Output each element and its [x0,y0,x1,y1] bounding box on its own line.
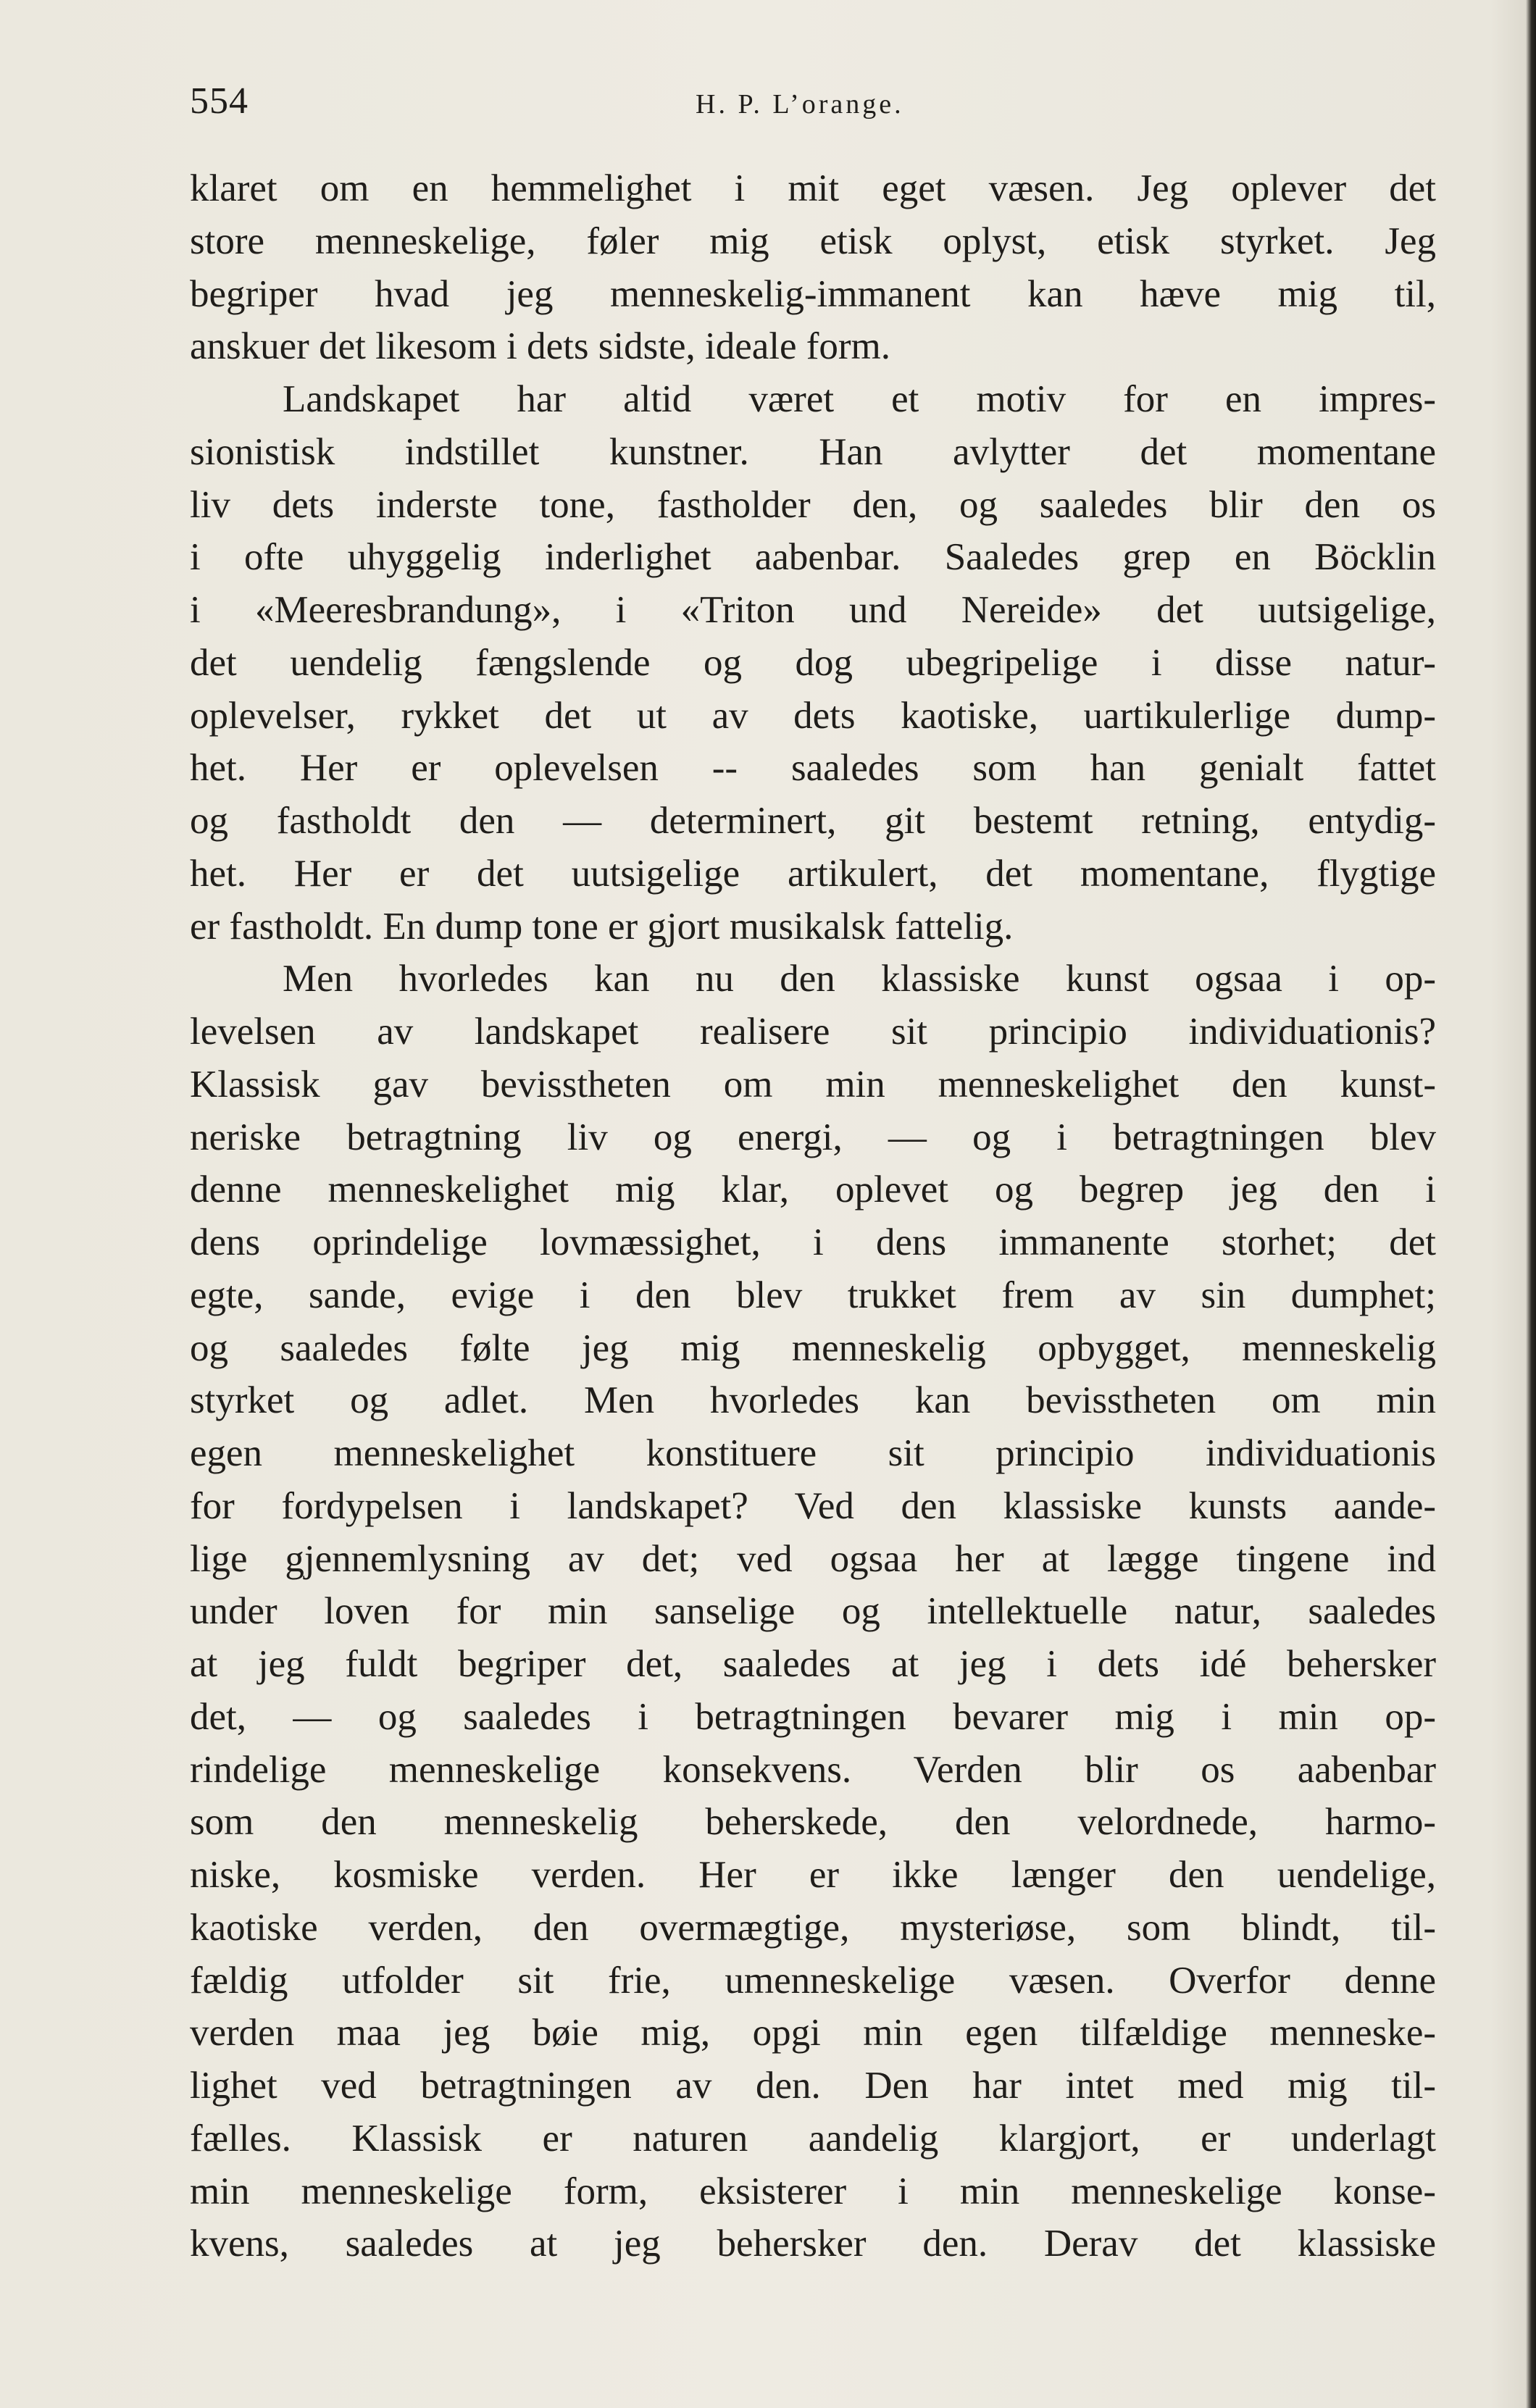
text-line: styrket og adlet. Men hvorledes kan bevisstheten om min [190,1379,1436,1422]
text-line: det, — og saaledes i betragtningen bevarer mig i min op- [190,1695,1436,1738]
text-line: fælles. Klassisk er naturen aandelig klargjort, er underlagt [190,2117,1436,2160]
text-line: store menneskelige, føler mig etisk oplyst, etisk styrket. Jeg [190,220,1436,262]
text-line: klaret om en hemmelighet i mit eget væsen. Jeg oplever det [190,167,1436,209]
running-head: H. P. L’orange. [696,89,904,120]
text-line: fældig utfolder sit frie, umenneskelige væsen. Overfor denne [190,1959,1436,2002]
text-line: anskuer det likesom i dets sidste, ideale form. [190,325,891,368]
text-line: i ofte uhyggelig inderlighet aabenbar. Saaledes grep en Böcklin [190,536,1436,579]
text-line: min menneskelige form, eksisterer i min menneskelige konse- [190,2170,1436,2212]
text-line: dens oprindelige lovmæssighet, i dens immanente storhet; det [190,1221,1436,1263]
text-line: levelsen av landskapet realisere sit principio individuationis? [190,1011,1436,1053]
text-line: lighet ved betragtningen av den. Den har intet med mig til- [190,2065,1436,2107]
text-line: under loven for min sanselige og intellektuelle natur, saaledes [190,1590,1436,1633]
text-line: at jeg fuldt begriper det, saaledes at jeg i dets idé behersker [190,1643,1436,1685]
text-line: som den menneskelig beherskede, den velordnede, harmo- [190,1801,1436,1844]
text-line: det uendelig fængslende og dog ubegripelige i disse natur- [190,641,1436,684]
text-line: Klassisk gav bevisstheten om min menneskelighet den kunst- [190,1063,1436,1105]
text-line: denne menneskelighet mig klar, oplevet og begrep jeg den i [190,1169,1436,1211]
text-line: egte, sande, evige i den blev trukket frem av sin dumphet; [190,1274,1436,1316]
text-line: het. Her er oplevelsen -- saaledes som han genialt fattet [190,747,1436,790]
text-line: for fordypelsen i landskapet? Ved den klassiske kunsts aande- [190,1484,1436,1527]
text-line: rindelige menneskelige konsekvens. Verden blir os aabenbar [190,1748,1436,1791]
text-line: begriper hvad jeg menneskelig-immanent kan hæve mig til, [190,272,1436,315]
text-line: niske, kosmiske verden. Her er ikke længer den uendelige, [190,1854,1436,1896]
text-line: i «Meeresbrandung», i «Triton und Nereide» det uutsigelige, [190,589,1436,631]
text-line: Men hvorledes kan nu den klassiske kunst ogsaa i op- [283,958,1436,1000]
page-header [190,80,1436,138]
text-line: neriske betragtning liv og energi, — og i betragtningen blev [190,1116,1436,1158]
page-number: 554 [190,80,249,122]
text-line: egen menneskelighet konstituere sit principio individuationis [190,1432,1436,1474]
body-text [190,162,1436,2270]
text-line: Landskapet har altid været et motiv for en impres- [283,378,1436,420]
page-edge-shadow [1526,0,1536,2408]
text-line: oplevelser, rykket det ut av dets kaotiske, uartikulerlige dump- [190,694,1436,737]
text-line: liv dets inderste tone, fastholder den, og saaledes blir den os [190,483,1436,526]
text-line: og fastholdt den — determinert, git bestemt retning, entydig- [190,800,1436,842]
text-line: lige gjennemlysning av det; ved ogsaa her at lægge tingene ind [190,1537,1436,1580]
text-line: kvens, saaledes at jeg behersker den. Derav det klassiske [190,2223,1436,2265]
text-line: verden maa jeg bøie mig, opgi min egen tilfældige menneske- [190,2012,1436,2054]
text-line: og saaledes følte jeg mig menneskelig opbygget, menneskelig [190,1326,1436,1369]
text-line: kaotiske verden, den overmægtige, mysteriøse, som blindt, til- [190,1906,1436,1949]
text-line: er fastholdt. En dump tone er gjort musikalsk fattelig. [190,905,1014,948]
text-line: sionistisk indstillet kunstner. Han avlytter det momentane [190,430,1436,473]
text-line: het. Her er det uutsigelige artikulert, det momentane, flygtige [190,852,1436,895]
